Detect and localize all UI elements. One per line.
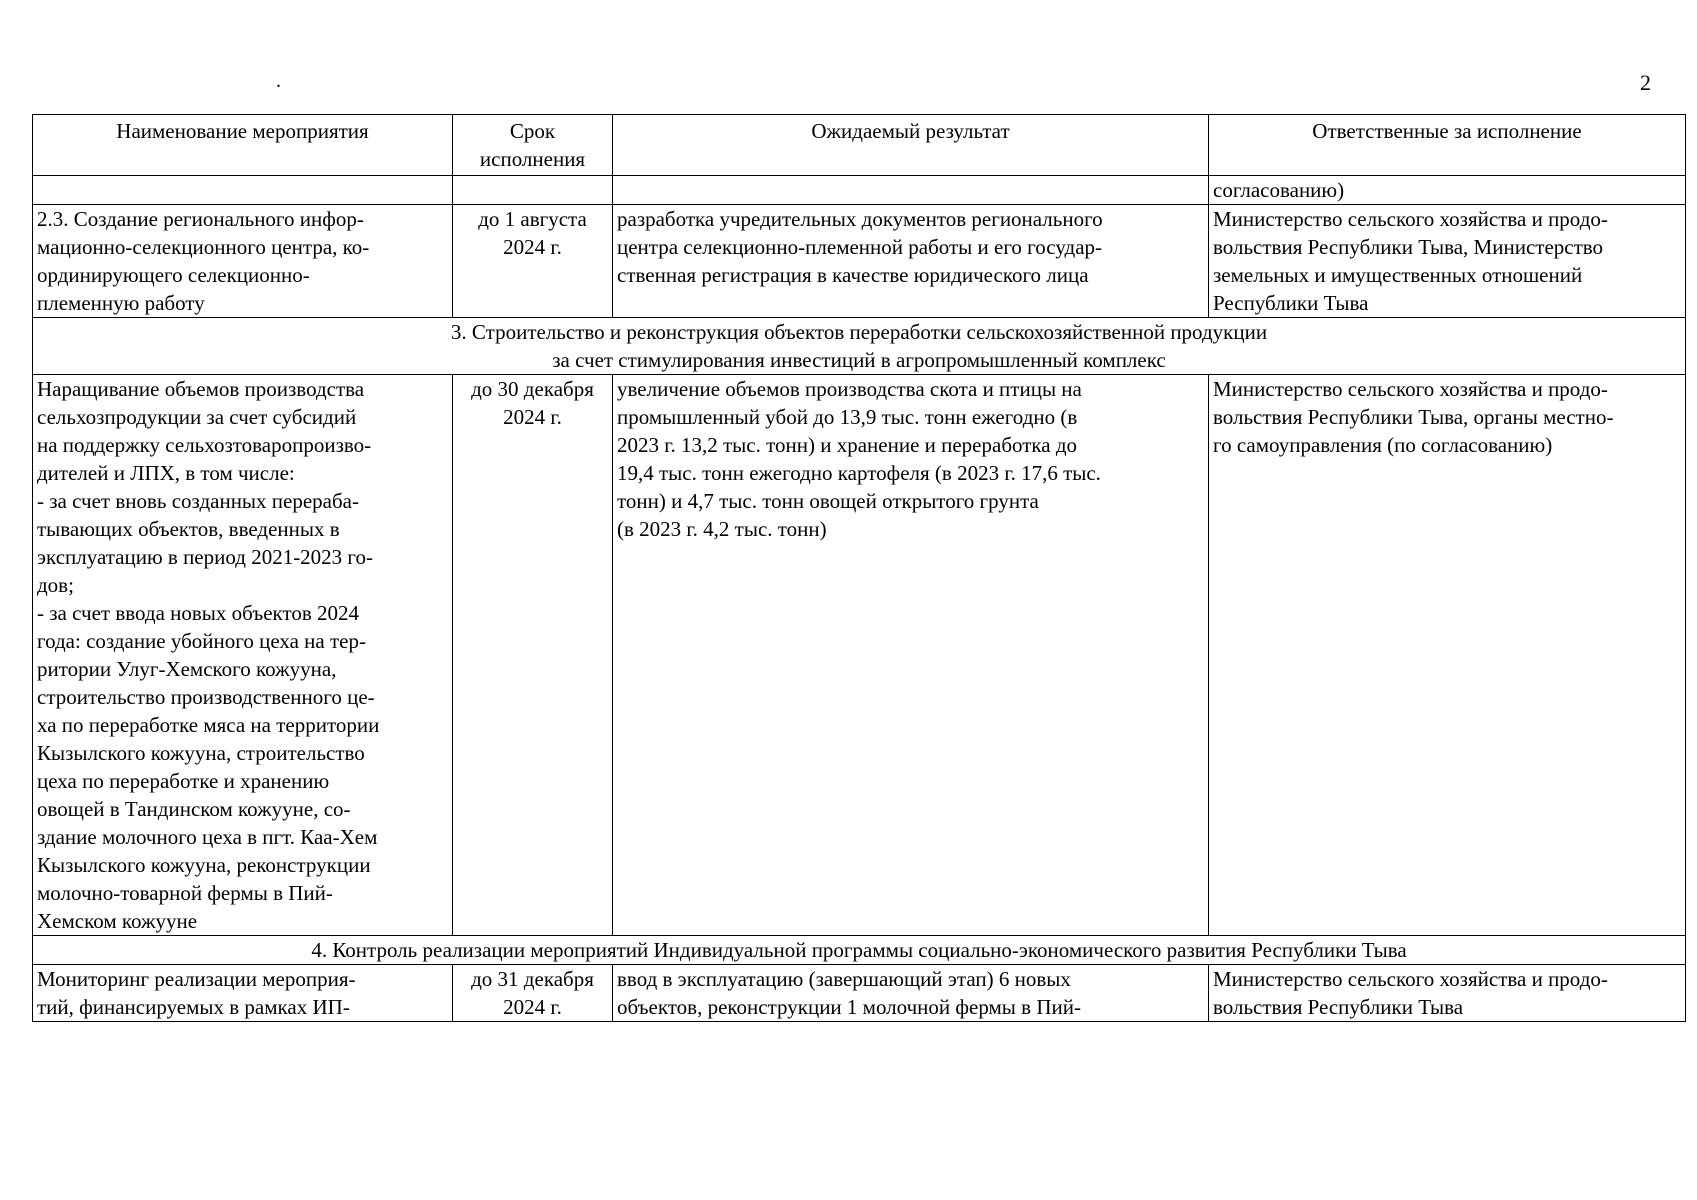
header-row <box>33 115 1686 176</box>
cell-responsible: Министерство сельского хозяйства и продо- вольствия Республики Тыва, органы местно- го самоуправления (по согласованию) <box>1209 375 1686 936</box>
cell-result: разработка учредительных документов регионального центра селекционно-племенной работы и его государ- ственная регистрация в качестве юридического лица <box>613 205 1209 318</box>
cell-result: ввод в эксплуатацию (завершающий этап) 6 новых объектов, реконструкции 1 молочной фермы в Пий- <box>613 965 1209 1022</box>
cell-name: 2.3. Создание регионального инфор- мационно-селекционного центра, ко- ординирующего селекционно- племенную работу <box>33 205 453 318</box>
page-number: 2 <box>1640 70 1651 95</box>
section-heading: 3. Строительство и реконструкция объектов переработки сельскохозяйственной продукции за счет стимулирования инвестиций в агропромышленный комплекс <box>33 318 1686 375</box>
cell-responsible: Министерство сельского хозяйства и продо- вольствия Республики Тыва <box>1209 965 1686 1022</box>
header-result: Ожидаемый результат <box>613 115 1209 176</box>
cell-empty <box>33 176 453 205</box>
table-row <box>33 375 1686 936</box>
header-deadline: Срок исполнения <box>453 115 613 176</box>
section-row <box>33 936 1686 965</box>
cell-responsible: Министерство сельского хозяйства и продо- вольствия Республики Тыва, Министерство земельных и имущественных отношений Республики Тыва <box>1209 205 1686 318</box>
section-heading: 4. Контроль реализации мероприятий Индивидуальной программы социально-экономического развития Республики Тыва <box>33 936 1686 965</box>
cell-deadline: до 31 декабря 2024 г. <box>453 965 613 1022</box>
table-row <box>33 176 1686 205</box>
stray-mark: . <box>276 70 281 92</box>
cell-name: Наращивание объемов производства сельхозпродукции за счет субсидий на поддержку сельхозтоваропроизво- дителей и ЛПХ, в том числе: - за счет вновь созданных перераба- тывающих объектов, введенных в эксплуатацию в период 2021-2023 го- дов; - за счет ввода новых объектов 2024 года: создание убойного цеха на тер- ритории Улуг-Хемского кожууна, строительство производственного це- ха по переработке мяса на территории Кызылского кожууна, строительство цеха по переработке и хранению овощей в Тандинском кожууне, со- здание молочного цеха в пгт. Каа-Хем Кызылского кожууна, реконструкции молочно-товарной фермы в Пий- Хемском кожууне <box>33 375 453 936</box>
cell-empty <box>453 176 613 205</box>
cell-deadline: до 1 августа 2024 г. <box>453 205 613 318</box>
table-row <box>33 965 1686 1022</box>
plan-table <box>32 114 1686 1022</box>
cell-responsible: согласованию) <box>1209 176 1686 205</box>
table-row <box>33 205 1686 318</box>
cell-result: увеличение объемов производства скота и птицы на промышленный убой до 13,9 тыс. тонн ежегодно (в 2023 г. 13,2 тыс. тонн) и хранение и переработка до 19,4 тыс. тонн ежегодно картофеля (в 2023 г. 17,6 тыс. тонн) и 4,7 тыс. тонн овощей открытого грунта (в 2023 г. 4,2 тыс. тонн) <box>613 375 1209 936</box>
cell-empty <box>613 176 1209 205</box>
header-name: Наименование мероприятия <box>33 115 453 176</box>
cell-deadline: до 30 декабря 2024 г. <box>453 375 613 936</box>
cell-name: Мониторинг реализации мероприя- тий, финансируемых в рамках ИП- <box>33 965 453 1022</box>
section-row <box>33 318 1686 375</box>
header-responsible: Ответственные за исполнение <box>1209 115 1686 176</box>
